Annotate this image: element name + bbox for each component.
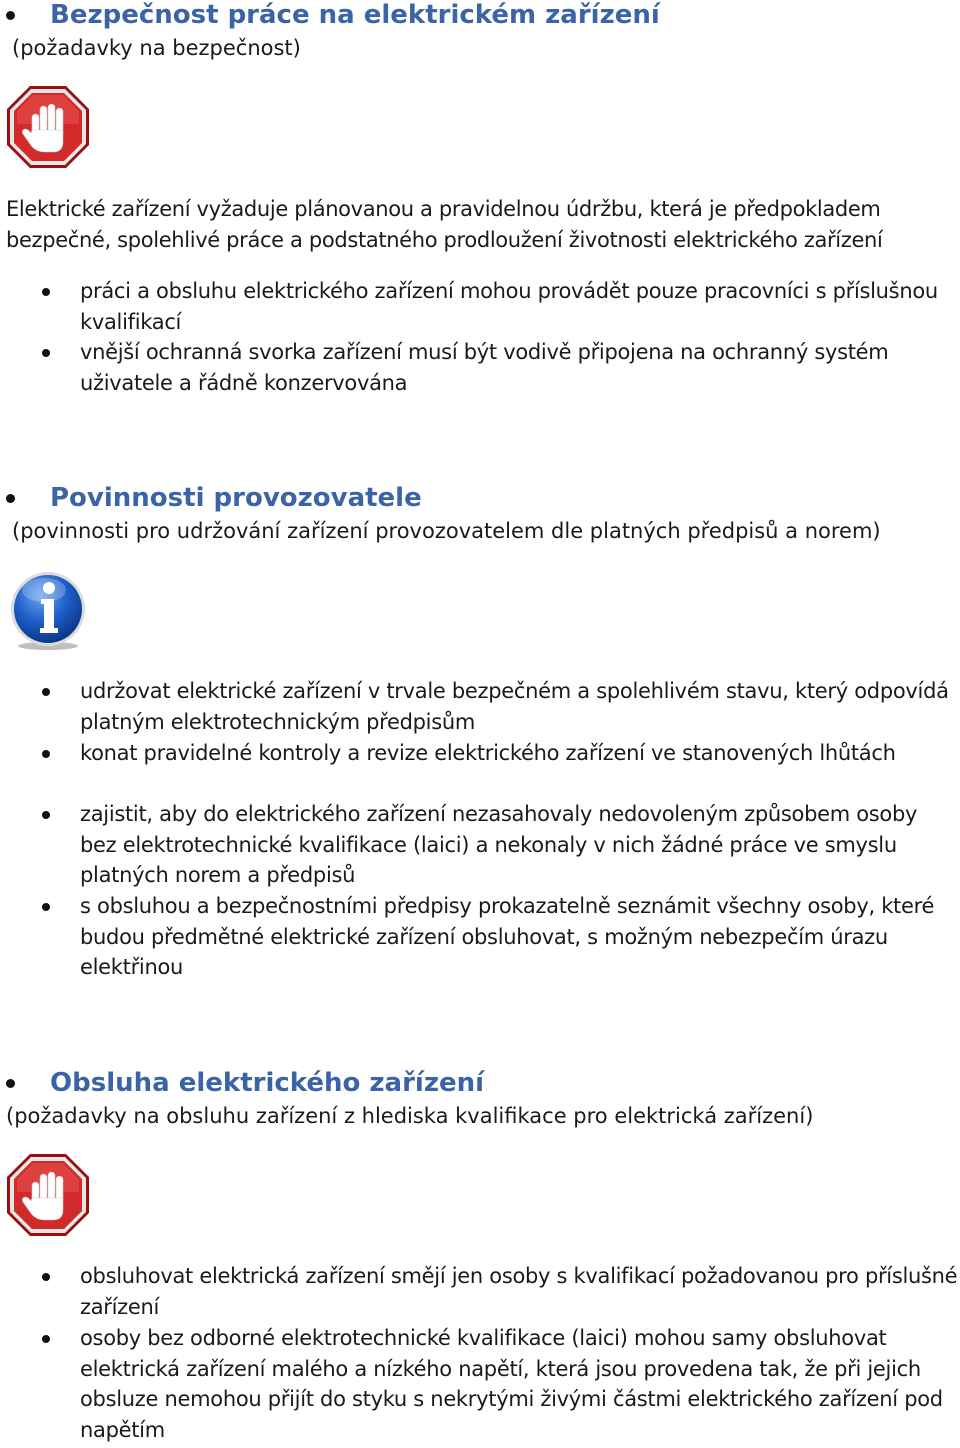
list-item: práci a obsluhu elektrického zařízení mohou provádět pouze pracovníci s příslušnou kvalifikací <box>80 279 938 334</box>
section-title: Bezpečnost práce na elektrickém zařízení <box>50 0 660 30</box>
section-title: Povinnosti provozovatele <box>50 483 422 513</box>
list-item: zajistit, aby do elektrického zařízení nezasahovaly nedovoleným způsobem osoby bez elektrotechnické kvalifikace (laici) a nekonaly v nich žádné práce ve smyslu platných norem a předpisů <box>80 802 918 887</box>
stop-hand-icon <box>5 84 91 170</box>
section-subtitle: (požadavky na bezpečnost) <box>12 36 301 60</box>
section-title: Obsluha elektrického zařízení <box>50 1068 485 1098</box>
info-icon <box>8 570 88 652</box>
list-item: s obsluhou a bezpečnostními předpisy prokazatelně seznámit všechny osoby, které budou předmětné elektrické zařízení obsluhovat, s možným nebezpečím úrazu elektřinou <box>80 894 935 979</box>
list-bullet <box>42 1335 50 1343</box>
list-item: konat pravidelné kontroly a revize elektrického zařízení ve stanovených lhůtách <box>80 741 896 765</box>
section-subtitle: (povinnosti pro udržování zařízení provozovatelem dle platných předpisů a norem) <box>12 519 881 543</box>
list-item: udržovat elektrické zařízení v trvale bezpečném a spolehlivém stavu, který odpovídá platným elektrotechnickým předpisům <box>80 679 949 734</box>
list-bullet <box>42 349 50 357</box>
list-bullet <box>42 903 50 911</box>
section-subtitle: (požadavky na obsluhu zařízení z hlediska kvalifikace pro elektrická zařízení) <box>6 1104 814 1128</box>
list-item: vnější ochranná svorka zařízení musí být vodivě připojena na ochranný systém uživatele a řádně konzervována <box>80 340 889 395</box>
list-bullet <box>42 811 50 819</box>
list-bullet <box>42 750 50 758</box>
list-bullet <box>42 688 50 696</box>
intro-paragraph: Elektrické zařízení vyžaduje plánovanou a pravidelnou údržbu, která je předpokladem bezpečné, spolehlivé práce a podstatného prodloužení životnosti elektrického zařízení <box>6 197 883 252</box>
section-bullet <box>6 11 15 20</box>
list-bullet <box>42 1273 50 1281</box>
stop-hand-icon <box>5 1152 91 1238</box>
list-item: osoby bez odborné elektrotechnické kvalifikace (laici) mohou samy obsluhovat elektrická zařízení malého a nízkého napětí, která jsou provedena tak, že při jejich obsluze nemohou přijít do styku s nekrytými živými částmi elektrického zařízení pod napětím <box>80 1326 943 1442</box>
list-item: obsluhovat elektrická zařízení smějí jen osoby s kvalifikací požadovanou pro příslušné zařízení <box>80 1264 958 1319</box>
section-bullet <box>6 494 15 503</box>
section-bullet <box>6 1079 15 1088</box>
list-bullet <box>42 288 50 296</box>
